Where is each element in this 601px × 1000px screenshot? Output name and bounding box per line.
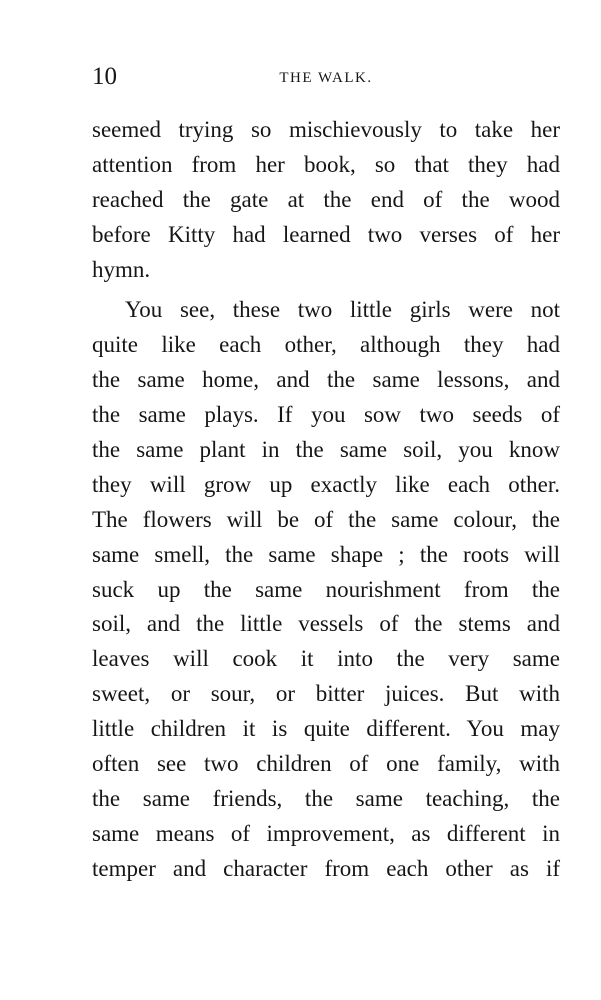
- text-line: You see, these two little girls were not: [125, 297, 560, 323]
- text-line: the same plays. If you sow two seeds of: [92, 402, 560, 428]
- text-line: reached the gate at the end of the wood: [92, 186, 560, 212]
- text-line: soil, and the little vessels of the stems and: [92, 611, 560, 637]
- paragraph-1: [92, 113, 560, 287]
- text-line: same means of improvement, as different in: [92, 820, 560, 846]
- text-line: sweet, or sour, or bitter juices. But with: [92, 681, 560, 707]
- text-line: often see two children of one family, with: [92, 751, 560, 777]
- running-title: THE WALK.: [279, 70, 373, 86]
- text-line: hymn.: [92, 256, 151, 282]
- text-line: the same plant in the same soil, you know: [92, 437, 560, 463]
- body-text: [92, 113, 560, 887]
- text-line: seemed trying so mischievously to take her: [92, 117, 560, 142]
- text-line: The flowers will be of the same colour, the: [92, 506, 560, 532]
- text-line: same smell, the same shape ; the roots will: [92, 541, 560, 567]
- paragraph-2: [92, 293, 560, 886]
- text-line: before Kitty had learned two verses of her: [92, 221, 560, 247]
- running-head: [92, 62, 560, 92]
- text-line: suck up the same nourishment from the: [92, 576, 560, 602]
- text-line: the same home, and the same lessons, and: [92, 367, 560, 393]
- text-line: they will grow up exactly like each other.: [92, 471, 560, 497]
- text-line: quite like each other, although they had: [92, 332, 560, 358]
- page-number: 10: [92, 63, 117, 90]
- text-line: attention from her book, so that they had: [92, 151, 560, 177]
- text-line: leaves will cook it into the very same: [92, 646, 560, 672]
- text-line: little children it is quite different. You may: [92, 716, 560, 742]
- text-line: the same friends, the same teaching, the: [92, 785, 560, 811]
- text-line: temper and character from each other as if: [92, 855, 560, 881]
